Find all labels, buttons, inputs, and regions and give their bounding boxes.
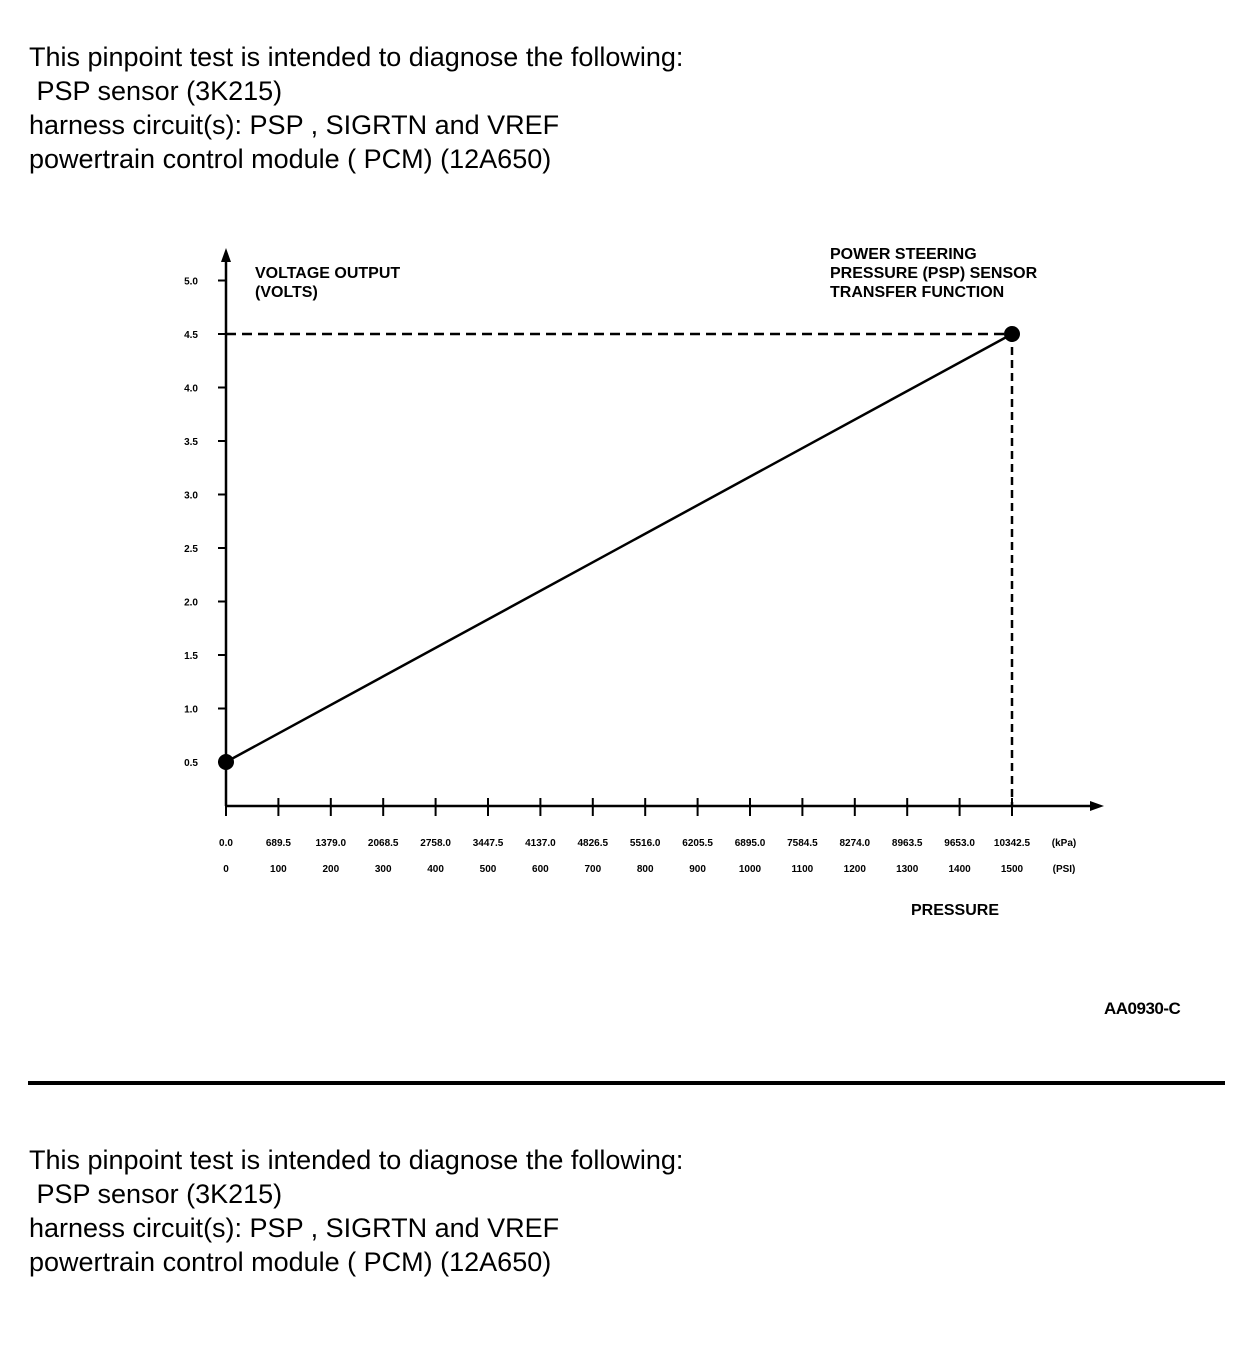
chart-title: POWER STEERING xyxy=(830,246,977,263)
y-tick-label: 4.5 xyxy=(184,330,198,341)
y-axis-title: (VOLTS) xyxy=(255,284,318,301)
x-tick-label-kpa: 8963.5 xyxy=(891,838,923,849)
x-axis-arrow xyxy=(1090,801,1104,811)
x-tick-label-kpa: 3447.5 xyxy=(472,838,504,849)
x-tick-label-psi: 100 xyxy=(270,864,287,875)
x-tick-label-kpa: 10342.5 xyxy=(993,838,1031,849)
x-tick-label-kpa: 0.0 xyxy=(219,838,233,849)
x-tick-label-kpa: 6205.5 xyxy=(682,838,713,849)
intro-line-2: PSP sensor (3K215) xyxy=(29,76,283,106)
x-tick-label-kpa: 7584.5 xyxy=(787,838,818,849)
x-tick-label-kpa: 8274.0 xyxy=(839,838,871,849)
x-tick-label-psi: 0 xyxy=(223,864,229,875)
y-tick-label: 3.0 xyxy=(184,490,198,502)
x-tick-label-psi: 200 xyxy=(322,864,340,875)
y-axis-ticks xyxy=(184,277,226,770)
chart-title: TRANSFER FUNCTION xyxy=(830,284,1005,301)
x-unit-psi: (PSI) xyxy=(1052,864,1076,875)
x-tick-label-psi: 900 xyxy=(689,864,706,875)
y-axis-arrow xyxy=(221,248,231,262)
y-tick-label: 4.0 xyxy=(184,383,198,395)
section-divider xyxy=(28,1081,1225,1085)
x-tick-label-psi: 800 xyxy=(636,864,654,875)
y-tick-label: 2.0 xyxy=(184,597,198,609)
intro-line-1: This pinpoint test is intended to diagnose the following: xyxy=(29,42,684,72)
intro-line-1: This pinpoint test is intended to diagnose the following: xyxy=(29,1145,684,1175)
x-tick-label-psi: 400 xyxy=(427,864,444,875)
y-tick-label: 1.5 xyxy=(184,651,198,662)
x-tick-label-psi: 1100 xyxy=(791,864,814,875)
x-tick-label-kpa: 2758.0 xyxy=(420,838,451,849)
x-tick-label-kpa: 689.5 xyxy=(265,838,291,849)
x-axis-title: PRESSURE xyxy=(910,902,1000,919)
data-point xyxy=(1004,326,1020,342)
x-tick-label-kpa: 5516.0 xyxy=(629,838,661,849)
x-tick-label-kpa: 4137.0 xyxy=(525,838,556,849)
y-tick-label: 2.5 xyxy=(184,544,198,555)
y-tick-label: 3.5 xyxy=(184,437,198,448)
x-tick-label-psi: 300 xyxy=(374,864,392,875)
x-tick-label-psi: 500 xyxy=(479,864,497,875)
intro-line-2: PSP sensor (3K215) xyxy=(29,1179,283,1209)
y-axis-title: VOLTAGE OUTPUT xyxy=(255,265,401,282)
x-tick-label-kpa: 6895.0 xyxy=(734,838,766,849)
intro-line-3: harness circuit(s): PSP , SIGRTN and VREF xyxy=(29,1213,560,1243)
x-tick-label-kpa: 1379.0 xyxy=(315,838,347,849)
y-tick-label: 5.0 xyxy=(184,276,198,288)
x-tick-label-psi: 1000 xyxy=(738,864,762,875)
y-tick-label: 1.0 xyxy=(184,704,198,716)
reference-lines xyxy=(226,334,1012,806)
x-tick-label-psi: 700 xyxy=(584,864,602,875)
intro-line-3: harness circuit(s): PSP , SIGRTN and VREF xyxy=(29,110,560,140)
x-unit-kpa: (kPa) xyxy=(1051,838,1077,849)
figure-id: AA0930-C xyxy=(1104,999,1181,1018)
data-series xyxy=(218,326,1020,770)
intro-line-4: powertrain control module ( PCM) (12A650) xyxy=(29,1247,552,1277)
x-tick-label-psi: 1400 xyxy=(948,864,971,875)
series-line xyxy=(226,334,1012,762)
chart-title: PRESSURE (PSP) SENSOR xyxy=(830,265,1038,282)
x-tick-label-kpa: 2068.5 xyxy=(367,838,399,849)
intro-line-4: powertrain control module ( PCM) (12A650) xyxy=(29,144,552,174)
chart-labels xyxy=(255,246,1038,919)
y-tick-label: 0.5 xyxy=(184,758,198,769)
x-axis-ticks xyxy=(219,798,1076,875)
x-tick-label-psi: 600 xyxy=(532,864,549,875)
x-tick-label-kpa: 9653.0 xyxy=(944,838,975,849)
intro-text-bottom xyxy=(29,1143,683,1279)
x-tick-label-psi: 1200 xyxy=(843,864,866,875)
x-tick-label-psi: 1500 xyxy=(1000,864,1024,875)
x-tick-label-psi: 1300 xyxy=(896,864,919,875)
chart-axes xyxy=(221,248,1104,811)
x-tick-label-kpa: 4826.5 xyxy=(577,838,609,849)
